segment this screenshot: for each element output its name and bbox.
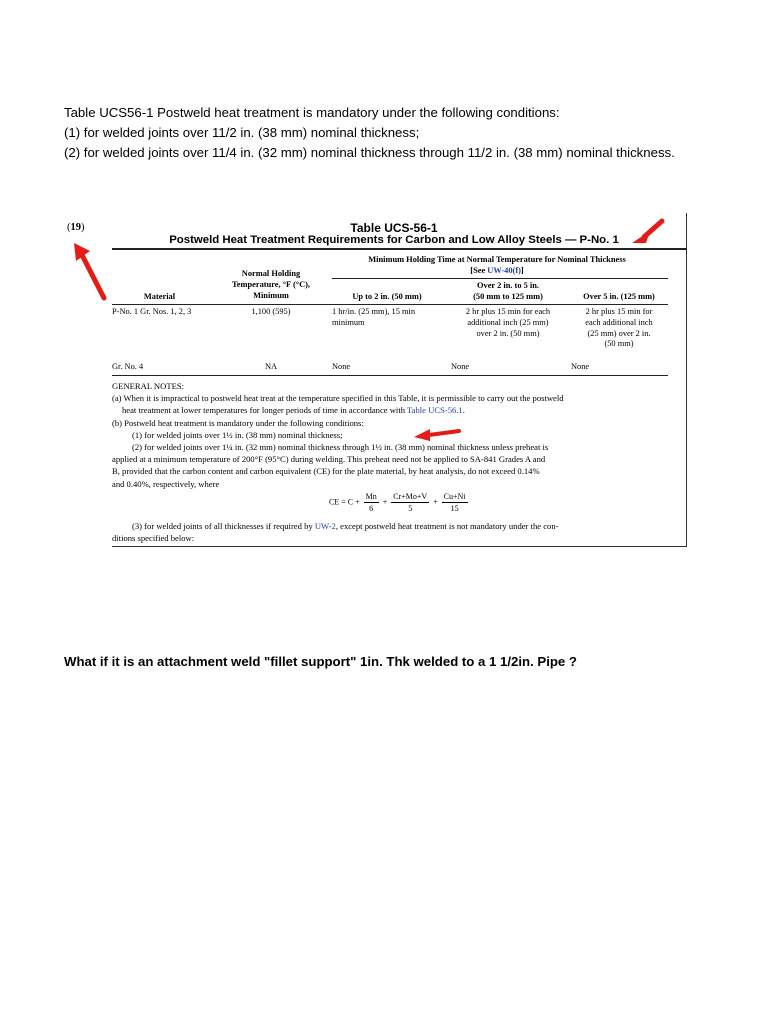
edition-marker: (19) [67,222,85,233]
uw-2-link[interactable]: UW-2 [314,521,336,531]
note-b1: (1) for welded joints over 1½ in. (38 mm) nominal thickness; [132,429,343,440]
note-b: (b) Postweld heat treatment is mandatory under the following conditions: [112,417,364,428]
intro-line-1: Table UCS56-1 Postweld heat treatment is mandatory under the following conditions: [64,105,560,120]
note-b2-line-2: applied at a minimum temperature of 200°F (95°C) during welding. This preheat need not be applied to SA-841 Grades A and [112,454,546,465]
intro-line-3: (2) for welded joints over 11/4 in. (32 mm) nominal thickness through 11/2 in. (38 mm) nominal thickness. [64,144,675,160]
note-b3-line-2: ditions specified below: [112,533,195,544]
table-ucs-56-1-link[interactable]: Table UCS-56.1 [407,405,463,416]
table-subtitle: Postweld Heat Treatment Requirements for Carbon and Low Alloy Steels — P-No. 1 [169,234,619,246]
group-header: Minimum Holding Time at Normal Temperature for Nominal Thickness [See UW-40(f)] [368,255,626,275]
row2-material: Gr. No. 4 [112,362,144,371]
question-text: What if it is an attachment weld "fillet support" 1in. Thk welded to a 1 1/2in. Pipe ? [64,654,577,669]
col-header-up-to-2in: Up to 2 in. (50 mm) [352,292,422,301]
carbon-equivalent-formula: CE = C + $\frac{Mn}{6}$ + $\frac{Cr+Mo+V}{5}$ + $\frac{Cu+Ni}{15}$ [329,492,466,513]
note-a-line-1: (a) When it is impractical to postweld heat treat at the temperature specified in this Table, it is permissible to carry out the postweld [112,393,564,404]
row1-temperature: 1,100 (595) [251,307,291,316]
row2-up-to-2in: None [332,362,351,371]
arrow-overlays [64,213,690,547]
note-b3-line-1: (3) for welded joints of all thicknesses if required by UW-2, except postweld heat treatment is not mandatory under the con- [132,521,559,531]
table-title: Table UCS-56-1 [350,221,438,235]
arrow-to-condition-1-icon [414,429,459,441]
col-header-over-5in: Over 5 in. (125 mm) [583,292,655,301]
arrow-to-p-no-1-icon [632,221,662,243]
note-b2-line-1: (2) for welded joints over 1¼ in. (32 mm) nominal thickness through 1½ in. (38 mm) nominal thickness unless preheat is [132,442,549,453]
notes-heading: GENERAL NOTES: [112,381,185,391]
col-header-material: Material [143,292,176,301]
note-b2-line-4: and 0.40%, respectively, where [112,478,220,489]
note-b2-line-3: B, provided that the carbon content and carbon equivalent (CE) for the plate material, by heat analysis, do not exceed 0.14% [112,466,540,477]
table-ucs-56-1-image [64,213,690,547]
row1-over-2in: 2 hr plus 15 min for each additional inch (25 mm) over 2 in. (50 mm) [465,307,551,338]
row2-temperature: NA [264,362,278,371]
row1-material: P-No. 1 Gr. Nos. 1, 2, 3 [112,307,192,316]
col-header-temperature: Normal Holding Temperature, °F (°C), Minimum [231,269,311,300]
col-header-over-2in: Over 2 in. to 5 in. (50 mm to 125 mm) [473,281,543,301]
intro-line-2: (1) for welded joints over 11/2 in. (38 mm) nominal thickness; [64,124,420,140]
arrow-to-edition-icon [74,243,104,298]
row1-up-to-2in: 1 hr/in. (25 mm), 15 min minimum [332,307,416,327]
row2-over-5in: None [571,362,590,371]
note-a-line-2: heat treatment at lower temperatures for longer periods of time in accordance with Table UCS-56.1. [122,405,465,416]
edition-number: 19 [70,222,81,233]
uw-40f-link[interactable]: UW-40(f) [487,265,521,275]
intro-text [64,103,675,162]
row1-over-5in: 2 hr plus 15 min for each additional inch (25 mm) over 2 in. (50 mm) [585,307,653,349]
row2-over-2in: None [451,362,470,371]
